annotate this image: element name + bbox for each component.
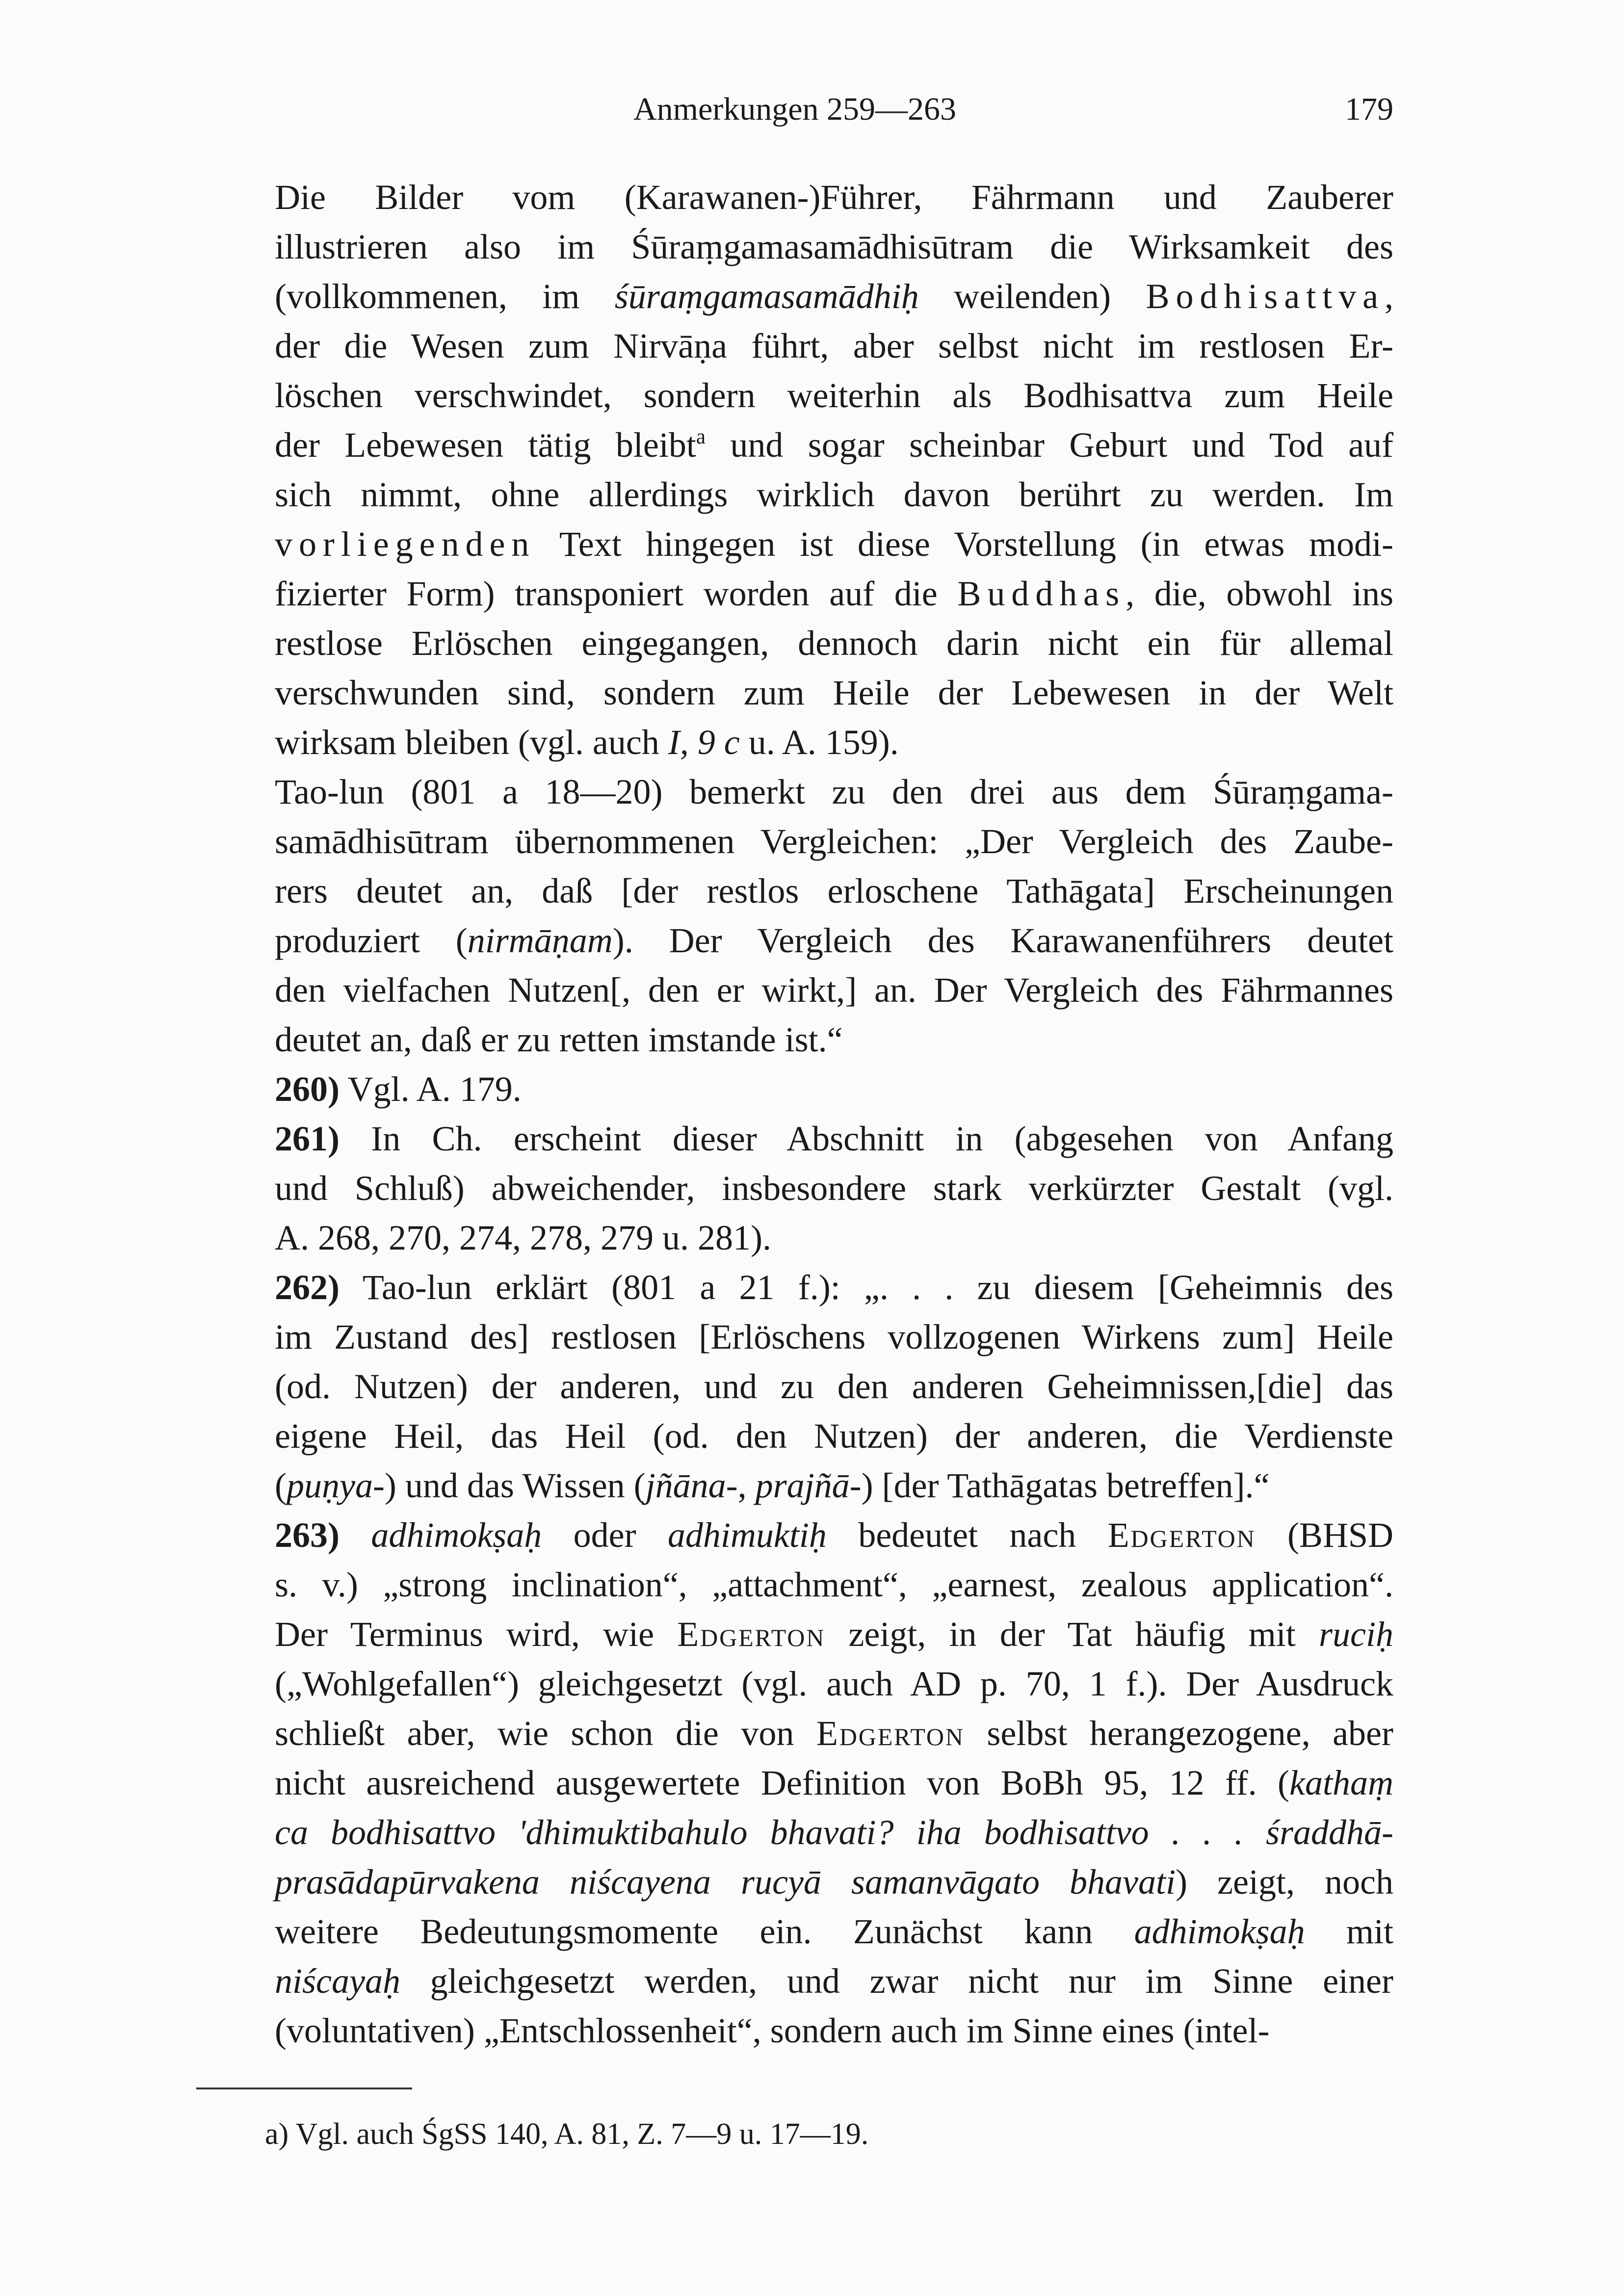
text-line [196, 1065, 1393, 1114]
text-line [196, 1857, 1393, 1907]
text-run: zeigt, in der Tat häufig mit [825, 1615, 1319, 1654]
text-run: prasādapūrvakena niścayena rucyā samanvāgato bhavati [275, 1862, 1176, 1902]
note-number: 263) [275, 1515, 340, 1555]
text-line [196, 321, 1393, 371]
text-run: Der Terminus wird, wie [275, 1615, 678, 1654]
text-run: (od. Nutzen) der anderen, und zu den anderen Geheimnissen,[die] das [275, 1367, 1393, 1406]
text-run: eigene Heil, das Heil (od. den Nutzen) der anderen, die Verdienste [275, 1416, 1393, 1456]
text-line [196, 1015, 1393, 1065]
text-line [196, 1213, 1393, 1263]
text-run: mit [1305, 1912, 1393, 1951]
text-line [196, 1411, 1393, 1461]
text-run: schließt aber, wie schon die von [275, 1714, 816, 1753]
text-run: oder [542, 1515, 668, 1555]
text-run: prajñā- [755, 1466, 862, 1505]
text-run: ruciḥ [1319, 1615, 1393, 1654]
text-line [196, 668, 1393, 718]
text-run: Edgerton [816, 1714, 965, 1753]
text-line [196, 2006, 1393, 2056]
text-run: jñāna- [645, 1466, 738, 1505]
text-run: kathaṃ [1289, 1763, 1393, 1802]
text-run: u. A. 159). [739, 723, 899, 762]
text-run: bedeutet nach [826, 1515, 1108, 1555]
text-line [196, 1808, 1393, 1857]
text-line [196, 173, 1393, 222]
text-run: ) und das Wissen ( [384, 1466, 646, 1505]
text-run: ). Der Vergleich des Karawanenführers deutet [612, 921, 1393, 960]
text-run: gleichgesetzt werden, und zwar nicht nur im Sinne einer [400, 1961, 1393, 2001]
text-run: adhimokṣaḥ [1134, 1912, 1305, 1951]
text-run: Edgerton [1107, 1515, 1256, 1555]
text-run: weitere Bedeutungsmomente ein. Zunächst kann [275, 1912, 1134, 1951]
text-run: löschen verschwindet, sondern weiterhin als Bodhisattva zum Heile [275, 376, 1393, 415]
text-run: restlose Erlöschen eingegangen, dennoch darin nicht ein für allemal [275, 624, 1393, 663]
text-run: (vollkommenen, im [275, 277, 615, 316]
text-run: und sogar scheinbar Geburt und Tod auf [706, 425, 1394, 465]
text-run: (voluntativen) „Entschlossenheit“, sondern auch im Sinne eines (intel- [275, 2011, 1270, 2050]
text-line [196, 1907, 1393, 1957]
text-run: ) zeigt, noch [1176, 1862, 1394, 1902]
text-run: adhimokṣaḥ [371, 1515, 542, 1555]
text-run: im Zustand des] restlosen [Erlöschens vollzogenen Wirkens zum] Heile [275, 1317, 1393, 1357]
text-run: , [737, 1466, 756, 1505]
text-run: der Lebewesen tätig bleibt [275, 425, 696, 465]
text-line [196, 569, 1393, 619]
text-run: selbst herangezogene, aber [964, 1714, 1393, 1753]
text-run: nicht ausreichend ausgewertete Definition von BoBh 95, 12 ff. ( [275, 1763, 1290, 1802]
text-run: produziert ( [275, 921, 468, 960]
text-run: („Wohlgefallen“) gleichgesetzt (vgl. auch AD p. 70, 1 f.). Der Ausdruck [275, 1664, 1393, 1703]
text-line [196, 866, 1393, 916]
text-line [196, 371, 1393, 420]
text-run: samādhisūtram übernommenen Vergleichen: „Der Vergleich des Zaube- [275, 822, 1393, 861]
text-run: niścayaḥ [275, 1961, 400, 2001]
text-run: ( [275, 1466, 287, 1505]
paragraph [196, 1114, 1393, 1263]
text-line [196, 1560, 1393, 1610]
text-line [196, 1511, 1393, 1560]
text-run: sich nimmt, ohne allerdings wirklich davon berührt zu werden. Im [275, 475, 1393, 514]
text-line [196, 767, 1393, 817]
body-text [196, 173, 1393, 2056]
text-line [196, 1312, 1393, 1362]
note-number: 262) [275, 1268, 340, 1307]
text-run: fizierter Form) transponiert worden auf die [275, 574, 958, 613]
text-run: wirksam bleiben (vgl. auch [275, 723, 668, 762]
text-line [196, 1758, 1393, 1808]
text-run: , die, obwohl ins [1126, 574, 1393, 613]
paragraph [196, 1263, 1393, 1511]
text-run: deutet an, daß er zu retten imstande ist.“ [275, 1020, 843, 1059]
text-run: illustrieren also im Śūraṃgamasamādhisūtram die Wirksamkeit des [275, 227, 1393, 266]
paragraph [196, 173, 1393, 767]
text-line [196, 965, 1393, 1015]
paragraph [196, 1511, 1393, 2056]
footnote-rule [196, 2087, 412, 2089]
paragraph [196, 1065, 1393, 1114]
footnote-a: a) Vgl. auch ŚgSS 140, A. 81, Z. 7—9 u. 17—19. [265, 2117, 869, 2151]
text-run: , [1385, 277, 1393, 316]
text-line [196, 1114, 1393, 1164]
text-line [196, 1263, 1393, 1312]
text-run: der die Wesen zum Nirvāṇa führt, aber selbst nicht im restlosen Er- [275, 326, 1393, 365]
text-run: ca bodhisattvo 'dhimuktibahulo bhavati? iha bodhisattvo . . . śraddhā- [275, 1813, 1393, 1852]
text-line [196, 817, 1393, 866]
text-run: verschwunden sind, sondern zum Heile der Lebewesen in der Welt [275, 673, 1393, 712]
text-run: vorliegenden [275, 524, 536, 564]
note-number: 261) [275, 1119, 340, 1158]
text-line [196, 222, 1393, 272]
text-run: nirmāṇam [467, 921, 613, 960]
text-line [196, 1164, 1393, 1213]
text-line [196, 1610, 1393, 1659]
text-line [196, 1461, 1393, 1511]
text-run: śūraṃgamasamādhiḥ [614, 277, 919, 316]
text-run: Edgerton [677, 1615, 826, 1654]
text-run: Tao-lun erklärt (801 a 21 f.): „. . . zu diesem [Geheimnis des [339, 1268, 1393, 1307]
text-run: I, 9 c [668, 723, 740, 762]
text-run: Vgl. A. 179. [339, 1070, 522, 1109]
running-header [196, 82, 1393, 136]
text-run: und Schluß) abweichender, insbesondere stark verkürzter Gestalt (vgl. [275, 1169, 1393, 1208]
text-run: Die Bilder vom (Karawanen-)Führer, Fährmann und Zauberer [275, 178, 1393, 217]
text-line [196, 420, 1393, 470]
text-line [196, 1362, 1393, 1411]
text-line [196, 470, 1393, 520]
text-run: weilenden) [918, 277, 1146, 316]
text-line [196, 718, 1393, 767]
text-run: Text hingegen ist diese Vorstellung (in etwas modi- [535, 524, 1393, 564]
text-run: In Ch. erscheint dieser Abschnitt in (abgesehen von Anfang [339, 1119, 1393, 1158]
paragraph [196, 767, 1393, 1065]
text-line [196, 1659, 1393, 1709]
text-run: puṇya- [286, 1466, 385, 1505]
text-line [196, 1957, 1393, 2006]
text-run: ) [der Tathāgatas betreffen].“ [861, 1466, 1270, 1505]
text-run: Tao-lun (801 a 18—20) bemerkt zu den drei aus dem Śūraṃgama- [275, 772, 1393, 811]
text-run: Bodhisattva [1146, 277, 1385, 316]
note-number: 260) [275, 1070, 340, 1109]
text-run: Buddhas [957, 574, 1126, 613]
text-line [196, 272, 1393, 321]
text-run: a [696, 425, 706, 448]
text-run [340, 1515, 371, 1555]
text-line [196, 916, 1393, 965]
page-number: 179 [1345, 91, 1393, 127]
text-run: (BHSD [1256, 1515, 1393, 1555]
text-run: rers deutet an, daß [der restlos erloschene Tathāgata] Erscheinungen [275, 871, 1393, 911]
text-line [196, 619, 1393, 668]
text-run: A. 268, 270, 274, 278, 279 u. 281). [275, 1218, 771, 1257]
text-line [196, 1709, 1393, 1758]
text-run: den vielfachen Nutzen[, den er wirkt,] an. Der Vergleich des Fährmannes [275, 970, 1393, 1010]
text-line [196, 520, 1393, 569]
running-title: Anmerkungen 259—263 [633, 91, 957, 127]
text-run: adhimuktiḥ [667, 1515, 827, 1555]
text-run: s. v.) „strong inclination“, „attachment“, „earnest, zealous application“. [275, 1565, 1393, 1604]
